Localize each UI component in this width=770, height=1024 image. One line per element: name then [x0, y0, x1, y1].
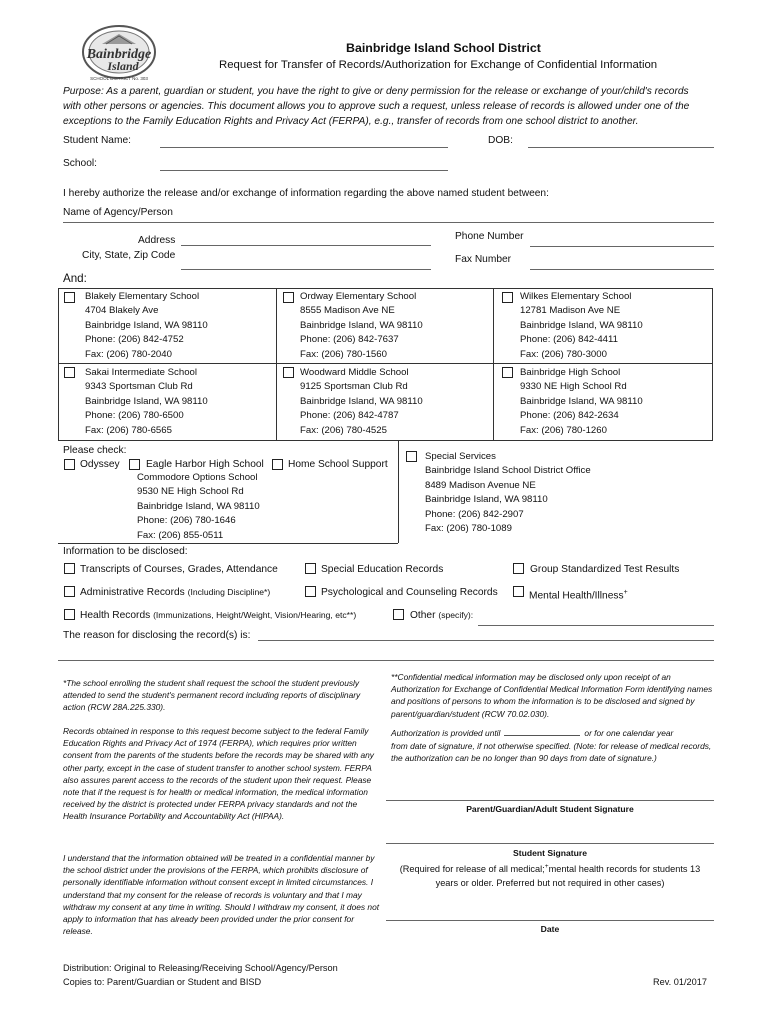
- date-label: Date: [540, 924, 560, 934]
- reason-field[interactable]: [258, 640, 714, 641]
- psych-records-label: Psychological and Counseling Records: [321, 587, 498, 598]
- group-test-label: Group Standardized Test Results: [530, 564, 680, 575]
- svg-text:SCHOOL DISTRICT No. 303: SCHOOL DISTRICT No. 303: [90, 76, 148, 81]
- other-checkbox[interactable]: [393, 609, 404, 620]
- fax-field[interactable]: [530, 269, 714, 270]
- special-services-checkbox[interactable]: [406, 451, 417, 462]
- note-consent: I understand that the information obtained will be treated in a confidential manner by the school district under the provisions of the FERPA, which prohibits disclosure of personally identifiable information without consent except in limited circumstances. I understand that my consent for the release of records is voluntary and that I may withdraw my consent at any time in writing. Should I withdraw my consent, it does not apply to information that has already been provided under the prior consent for release.: [63, 853, 380, 937]
- other-label: Other (specify):: [410, 610, 474, 621]
- student-signature-field[interactable]: [386, 843, 714, 844]
- reason-field-2[interactable]: [58, 660, 714, 661]
- odyssey-label: Odyssey: [80, 459, 120, 470]
- health-records-checkbox[interactable]: [64, 609, 75, 620]
- district-logo: [76, 22, 162, 84]
- ordway-checkbox[interactable]: [283, 292, 294, 303]
- purpose-line-1: Purpose: As a parent, guardian or student, you have the right to give or deny permission for the release or exchange of your/child's records: [63, 86, 689, 97]
- form-subtitle: Request for Transfer of Records/Authorization for Exchange of Confidential Information: [219, 59, 658, 71]
- other-specify-field[interactable]: [478, 625, 714, 626]
- psych-records-checkbox[interactable]: [305, 586, 316, 597]
- city-field[interactable]: [181, 269, 431, 270]
- woodward-checkbox[interactable]: [283, 367, 294, 378]
- sakai-checkbox[interactable]: [64, 367, 75, 378]
- admin-records-checkbox[interactable]: [64, 586, 75, 597]
- distribution-note: Distribution: Original to Releasing/Receiving School/Agency/Person: [63, 963, 338, 973]
- odyssey-checkbox[interactable]: [64, 459, 75, 470]
- authorization-until-line: Authorization is provided until or for one calendar year: [391, 728, 674, 738]
- svg-text:Island: Island: [107, 59, 139, 73]
- dob-label: DOB:: [488, 135, 513, 146]
- wilkes-checkbox[interactable]: [502, 292, 513, 303]
- phone-field[interactable]: [530, 246, 714, 247]
- copies-note: Copies to: Parent/Guardian or Student and BISD: [63, 977, 262, 987]
- agency-field[interactable]: [63, 222, 714, 223]
- reason-label: The reason for disclosing the record(s) is:: [63, 630, 251, 641]
- school-field[interactable]: [160, 170, 448, 171]
- eagle-harbor-checkbox[interactable]: [129, 459, 140, 470]
- blakely-entry: Blakely Elementary School 4704 Blakely Ave Bainbridge Island, WA 98110 Phone: (206) 842-4752 Fax: (206) 780-2040: [85, 291, 208, 360]
- parent-signature-field[interactable]: [386, 800, 714, 801]
- sakai-entry: Sakai Intermediate School 9343 Sportsman Club Rd Bainbridge Island, WA 98110 Phone: (206) 780-6500 Fax: (206) 780-6565: [85, 367, 208, 436]
- student-signature-label: Student Signature: [512, 848, 587, 858]
- authorize-statement: I hereby authorize the release and/or exchange of information regarding the above named student between:: [63, 188, 549, 199]
- student-name-label: Student Name:: [63, 135, 131, 146]
- info-heading: Information to be disclosed:: [63, 546, 188, 557]
- group-test-checkbox[interactable]: [513, 563, 524, 574]
- city-label: City, State, Zip Code: [82, 250, 176, 261]
- purpose-line-2: with other persons or agencies. This document allows you to approve such a request, unless release of records is allowed under one of the: [63, 101, 690, 112]
- district-title: Bainbridge Island School District: [346, 41, 541, 55]
- note-ferpa: Records obtained in response to this request become subject to the federal Family Education Rights and Privacy Act of 1974 (FERPA), which requires prior written consent from the parents of the students before the records may be shared with any other party, except in the case of student transfer to another school system. FERPA also assures parent access to the records of the student upon their request. Please note that if the request is for health or medical information, the medical information received by the district is protected under FERPA privacy standards and not the Health Insurance Portability and Accountability Act (HIPAA).: [63, 726, 374, 822]
- school-label: School:: [63, 158, 97, 169]
- address-field[interactable]: [181, 245, 431, 246]
- special-services-entry: Special Services Bainbridge Island School District Office 8489 Madison Avenue NE Bainbridge Island, WA 98110 Phone: (206) 842-2907 Fax: (206) 780-1089: [425, 451, 591, 535]
- note-medical: **Confidential medical information may be disclosed only upon receipt of an Authorization for Exchange of Confidential Medical Information Form identifying names and positions of persons to whom the information is to be disclosed and signed by parent/guardian/student (RCW 70.02.030).: [391, 672, 713, 719]
- woodward-entry: Woodward Middle School 9125 Sportsman Club Rd Bainbridge Island, WA 98110 Phone: (206) 842-4787 Fax: (206) 780-4525: [300, 367, 423, 436]
- blakely-checkbox[interactable]: [64, 292, 75, 303]
- parent-signature-label: Parent/Guardian/Adult Student Signature: [466, 804, 634, 814]
- address-label: Address: [138, 235, 176, 246]
- special-ed-checkbox[interactable]: [305, 563, 316, 574]
- fax-label: Fax Number: [455, 254, 512, 265]
- dob-field[interactable]: [528, 147, 714, 148]
- mental-health-label: Mental Health/Illness+: [529, 589, 628, 602]
- purpose-line-3: exceptions to the Family Education Rights and Privacy Act (FERPA), e.g., transfer of records from one school district to another.: [63, 116, 639, 127]
- home-school-checkbox[interactable]: [272, 459, 283, 470]
- mental-health-checkbox[interactable]: [513, 586, 524, 597]
- bainbridge-high-checkbox[interactable]: [502, 367, 513, 378]
- ordway-entry: Ordway Elementary School 8555 Madison Ave NE Bainbridge Island, WA 98110 Phone: (206) 842-7637 Fax: (206) 780-1560: [300, 291, 423, 360]
- admin-records-label: Administrative Records (Including Discipline*): [80, 587, 271, 598]
- date-field[interactable]: [386, 920, 714, 921]
- health-records-label: Health Records (Immunizations, Height/Weight, Vision/Hearing, etc**): [80, 610, 357, 621]
- home-school-label: Home School Support: [288, 459, 388, 470]
- agency-label: Name of Agency/Person: [63, 207, 173, 218]
- phone-label: Phone Number: [455, 231, 524, 242]
- wilkes-entry: Wilkes Elementary School 12781 Madison Ave NE Bainbridge Island, WA 98110 Phone: (206) 842-4411 Fax: (206) 780-3000: [520, 291, 643, 360]
- and-label: And:: [63, 272, 87, 285]
- please-check-label: Please check:: [63, 445, 127, 456]
- commodore-entry: Commodore Options School 9530 NE High School Rd Bainbridge Island, WA 98110 Phone: (206) 780-1646 Fax: (206) 855-0511: [137, 472, 260, 541]
- transcripts-label: Transcripts of Courses, Grades, Attendance: [80, 564, 278, 575]
- revision-label: Rev. 01/2017: [653, 977, 707, 987]
- student-name-field[interactable]: [160, 147, 448, 148]
- eagle-harbor-label: Eagle Harbor High School: [146, 459, 264, 470]
- svg-text:Bainbridge: Bainbridge: [86, 47, 152, 62]
- student-signature-note: (Required for release of all medical;+mental health records for students 13 years or older. Preferred but not required in other cases): [399, 863, 701, 888]
- note-discipline: *The school enrolling the student shall request the school the student previously attended to send the student's permanent record including reports of disciplinary action (RCW 28A.225.330).: [63, 678, 361, 713]
- transcripts-checkbox[interactable]: [64, 563, 75, 574]
- bainbridge-high-entry: Bainbridge High School 9330 NE High School Rd Bainbridge Island, WA 98110 Phone: (206) 842-2634 Fax: (206) 780-1260: [520, 367, 643, 436]
- note-authorization: from date of signature, if not otherwise specified. (Note: for release of medical records, the authorization can be no longer than 90 days from date of signature.): [391, 741, 712, 764]
- special-ed-label: Special Education Records: [321, 564, 444, 575]
